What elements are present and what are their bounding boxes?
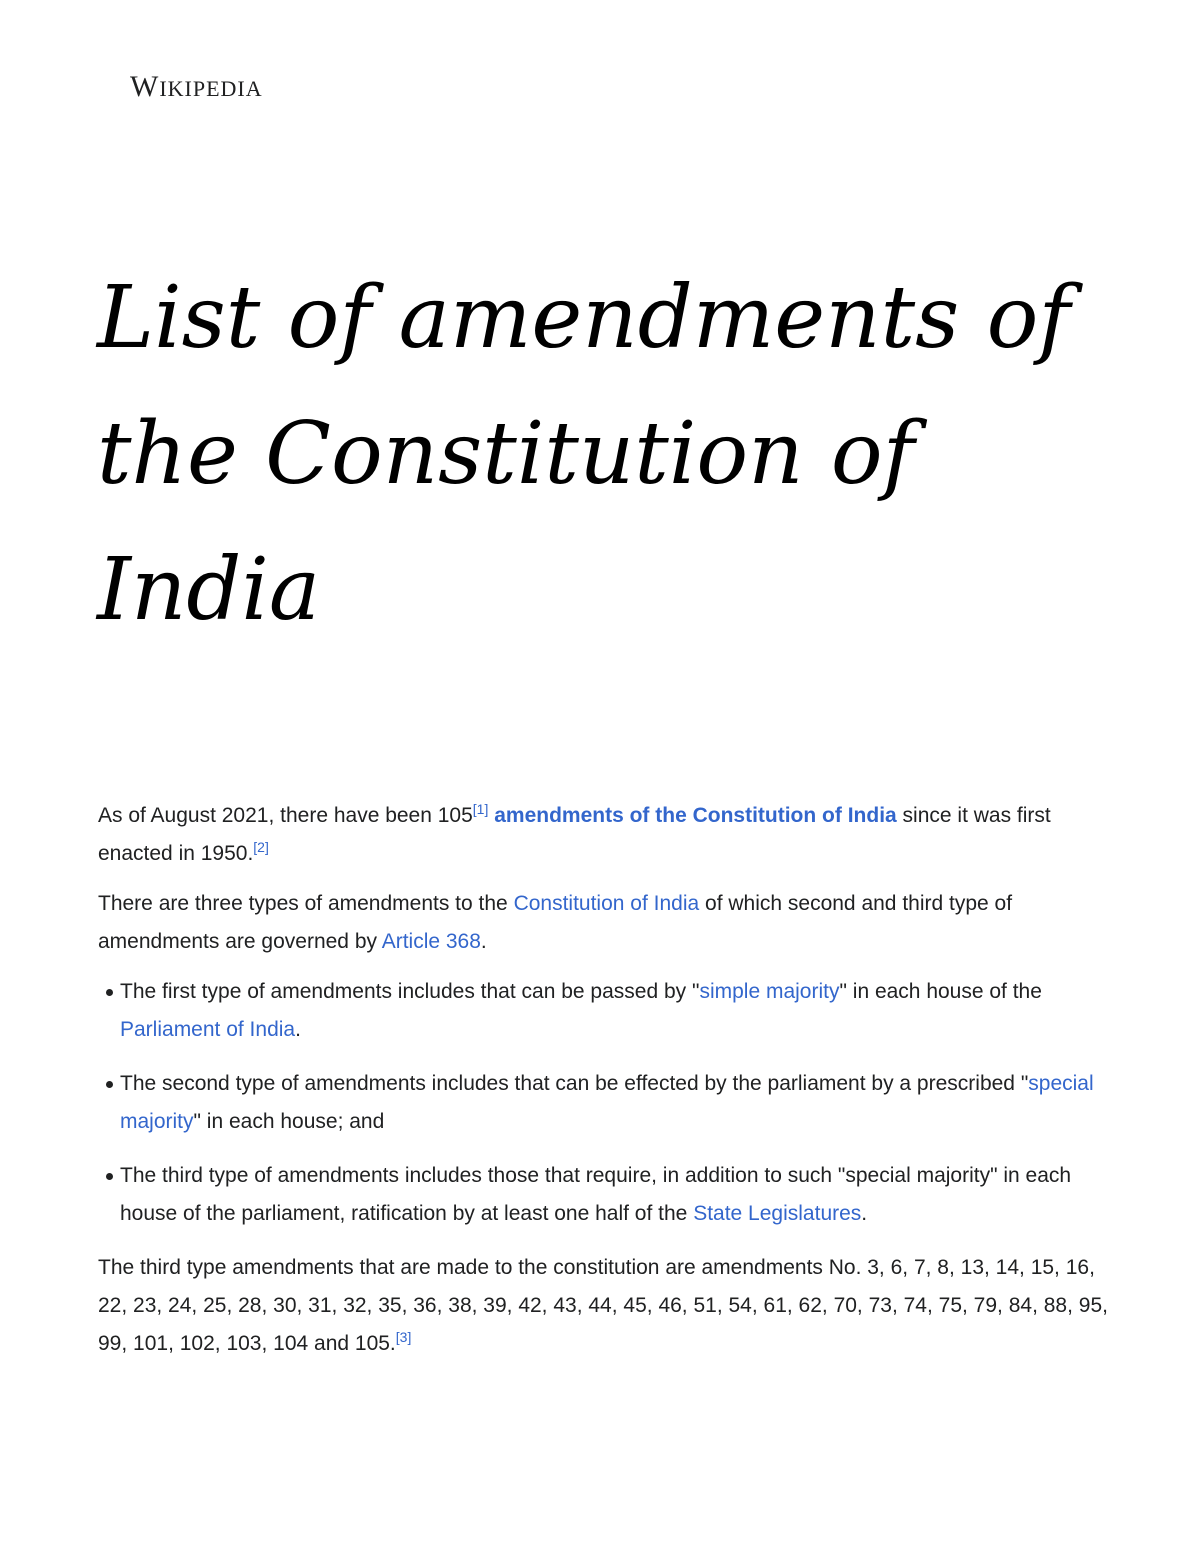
page-title: List of amendments of the Constitution of India [97, 268, 1071, 640]
reference-3[interactable]: [3] [395, 1329, 412, 1345]
amendment-types-list [98, 973, 1108, 1233]
list-item: The third type of amendments includes those that require, in addition to such "special majority" in each house of the parliament, ratification by at least one half of the State Legislatures. [120, 1157, 1108, 1233]
link-state-legislatures[interactable]: State Legislatures [693, 1202, 862, 1225]
list-item: The first type of amendments includes that can be passed by "simple majority" in each house of the Parliament of India. [120, 973, 1108, 1049]
intro-paragraph: As of August 2021, there have been 105[1] amendments of the Constitution of India since it was first enacted in 1950.[2] [98, 801, 1051, 865]
third-type-paragraph: The third type amendments that are made to the constitution are amendments No. 3, 6, 7, 8, 13, 14, 15, 16, 22, 23, 24, 25, 28, 30, 31, 32, 35, 36, 38, 39, 42, 43, 44, 45, 46, 51, 54, 61, 62, 70, 73, 74, 75, 79, 84, 88, 95, 99, 101, 102, 103, 104 and 105.[3] [98, 1256, 1108, 1355]
bullet-icon [106, 1081, 113, 1088]
logo-rest: IKIPEDIA [159, 76, 263, 101]
bullet-icon [106, 989, 113, 996]
bullet-icon [106, 1173, 113, 1180]
link-constitution-of-india[interactable]: Constitution of India [513, 892, 700, 915]
logo-initial: W [130, 70, 160, 103]
reference-1[interactable]: [1] [472, 801, 489, 817]
list-item: The second type of amendments includes that can be effected by the parliament by a prescribed "special majority" in each house; and [120, 1065, 1108, 1141]
link-article-368[interactable]: Article 368 [381, 930, 481, 953]
link-simple-majority[interactable]: simple majority [699, 980, 840, 1003]
wikipedia-logo[interactable] [130, 70, 263, 104]
link-amendments[interactable]: amendments of the Constitution of India [494, 804, 897, 827]
types-paragraph: There are three types of amendments to the Constitution of India of which second and third type of amendments are governed by Article 368. [98, 892, 1013, 953]
link-parliament-of-india[interactable]: Parliament of India [120, 1018, 296, 1041]
reference-2[interactable]: [2] [253, 839, 269, 855]
article-body [98, 797, 1108, 1375]
link-special-majority[interactable]: special majority [120, 1072, 1094, 1133]
